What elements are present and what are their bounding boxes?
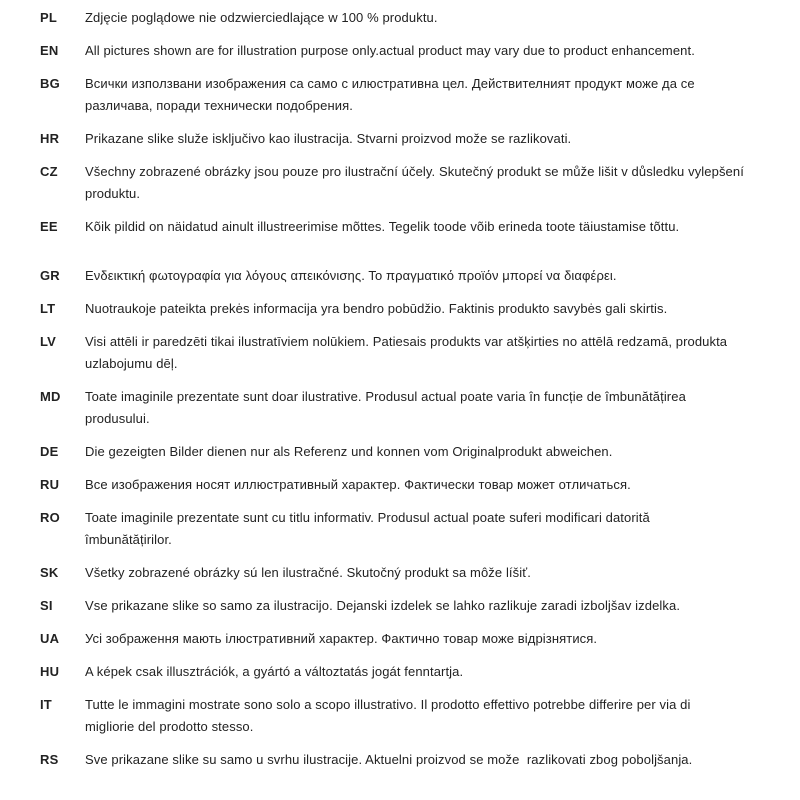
disclaimer-entry-list bbox=[40, 7, 772, 771]
disclaimer-line: Prikazane slike služe isključivo kao ilustracija. Stvarni proizvod može se razlikovati. bbox=[85, 131, 572, 146]
disclaimer-line: Все изображения носят иллюстративный характер. Фактически товар может отличаться. bbox=[85, 477, 631, 492]
disclaimer-text bbox=[85, 73, 772, 117]
disclaimer-text bbox=[85, 386, 772, 430]
language-code: IT bbox=[40, 697, 52, 712]
disclaimer-text bbox=[85, 507, 772, 551]
disclaimer-entry bbox=[40, 265, 772, 287]
language-code: UA bbox=[40, 631, 60, 646]
disclaimer-line: различава, поради технически подобрения. bbox=[85, 98, 353, 113]
disclaimer-line: Die gezeigten Bilder dienen nur als Referenz und konnen vom Originalprodukt abweichen. bbox=[85, 444, 613, 459]
disclaimer-entry bbox=[40, 661, 772, 683]
disclaimer-entry bbox=[40, 628, 772, 650]
language-code: SI bbox=[40, 598, 53, 613]
disclaimer-entry bbox=[40, 40, 772, 62]
language-code: RO bbox=[40, 510, 60, 525]
disclaimer-entry bbox=[40, 7, 772, 29]
disclaimer-text bbox=[85, 595, 772, 617]
disclaimer-entry bbox=[40, 128, 772, 150]
language-code: EN bbox=[40, 43, 59, 58]
disclaimer-entry bbox=[40, 474, 772, 496]
disclaimer-line: Kõik pildid on näidatud ainult illustreerimise mõttes. Tegelik toode võib erineda toote täiustamise tõttu. bbox=[85, 219, 680, 234]
language-code: SK bbox=[40, 565, 59, 580]
language-code: DE bbox=[40, 444, 59, 459]
disclaimer-line: Nuotraukoje pateikta prekės informacija yra bendro pobūdžio. Faktinis produkto savybės gali skirtis. bbox=[85, 301, 668, 316]
disclaimer-entry bbox=[40, 441, 772, 463]
language-code: BG bbox=[40, 76, 60, 91]
disclaimer-text bbox=[85, 331, 772, 375]
disclaimer-text bbox=[85, 216, 772, 238]
disclaimer-text bbox=[85, 628, 772, 650]
disclaimer-line: Všetky zobrazené obrázky sú len ilustračné. Skutočný produkt sa môže líšiť. bbox=[85, 565, 531, 580]
disclaimer-line: Всички използвани изображения са само с илюстративна цел. Действителният продукт може да се bbox=[85, 76, 695, 91]
language-code: RU bbox=[40, 477, 60, 492]
disclaimer-entry bbox=[40, 73, 772, 117]
disclaimer-line: Toate imaginile prezentate sunt cu titlu informativ. Produsul actual poate suferi modificari datorită bbox=[85, 510, 650, 525]
disclaimer-line: Усі зображення мають ілюстративний характер. Фактично товар може відрізнятися. bbox=[85, 631, 598, 646]
language-code: HR bbox=[40, 131, 60, 146]
language-code: MD bbox=[40, 389, 61, 404]
language-code: EE bbox=[40, 219, 58, 234]
disclaimer-line: Tutte le immagini mostrate sono solo a scopo illustrativo. Il prodotto effettivo potrebbe differire per via di bbox=[85, 697, 691, 712]
disclaimer-text bbox=[85, 661, 772, 683]
disclaimer-line: All pictures shown are for illustration purpose only.actual product may vary due to product enhancement. bbox=[85, 43, 695, 58]
disclaimer-line: Sve prikazane slike su samo u svrhu ilustracije. Aktuelni proizvod se može razlikovati zbog poboljšanja. bbox=[85, 752, 693, 767]
language-code: GR bbox=[40, 268, 60, 283]
disclaimer-line: produsului. bbox=[85, 411, 150, 426]
disclaimer-text bbox=[85, 474, 772, 496]
disclaimer-line: uzlabojumu dēļ. bbox=[85, 356, 178, 371]
disclaimer-text bbox=[85, 441, 772, 463]
language-code: CZ bbox=[40, 164, 58, 179]
disclaimer-entry bbox=[40, 386, 772, 430]
language-code: LV bbox=[40, 334, 57, 349]
disclaimer-line: produktu. bbox=[85, 186, 141, 201]
disclaimer-text bbox=[85, 128, 772, 150]
disclaimer-entry bbox=[40, 595, 772, 617]
disclaimer-text bbox=[85, 694, 772, 738]
disclaimer-entry bbox=[40, 562, 772, 584]
disclaimer-entry bbox=[40, 749, 772, 771]
language-code: LT bbox=[40, 301, 56, 316]
disclaimer-text bbox=[85, 749, 772, 771]
disclaimer-text bbox=[85, 7, 772, 29]
disclaimer-line: Ενδεικτική φωτογραφία για λόγους απεικόνισης. Το πραγματικό προϊόν μπορεί να διαφέρει. bbox=[85, 268, 617, 283]
disclaimer-entry bbox=[40, 161, 772, 205]
disclaimer-text bbox=[85, 40, 772, 62]
language-code: PL bbox=[40, 10, 58, 25]
disclaimer-line: migliorie del prodotto stesso. bbox=[85, 719, 254, 734]
disclaimer-line: Visi attēli ir paredzēti tikai ilustratīviem nolūkiem. Patiesais produkts var atšķirties no attēlā redzamā, produkta bbox=[85, 334, 728, 349]
disclaimer-line: Zdjęcie poglądowe nie odzwierciedlające w 100 % produktu. bbox=[85, 10, 438, 25]
disclaimer-line: Vse prikazane slike so samo za ilustracijo. Dejanski izdelek se lahko razlikuje zaradi izboljšav izdelka. bbox=[85, 598, 681, 613]
disclaimer-line: îmbunătățirilor. bbox=[85, 532, 172, 547]
disclaimer-entry bbox=[40, 216, 772, 238]
disclaimer-entry bbox=[40, 331, 772, 375]
disclaimer-entry bbox=[40, 298, 772, 320]
disclaimer-line: Toate imaginile prezentate sunt doar ilustrative. Produsul actual poate varia în funcție de îmbunătățirea bbox=[85, 389, 686, 404]
language-code: RS bbox=[40, 752, 59, 767]
disclaimer-entry bbox=[40, 694, 772, 738]
language-code: HU bbox=[40, 664, 60, 679]
disclaimer-text bbox=[85, 562, 772, 584]
disclaimer-line: A képek csak illusztrációk, a gyártó a változtatás jogát fenntartja. bbox=[85, 664, 464, 679]
disclaimer-text bbox=[85, 161, 772, 205]
disclaimer-text bbox=[85, 298, 772, 320]
disclaimer-text bbox=[85, 265, 772, 287]
disclaimer-entry bbox=[40, 507, 772, 551]
disclaimer-line: Všechny zobrazené obrázky jsou pouze pro ilustrační účely. Skutečný produkt se může lišit v důsledku vylepšení bbox=[85, 164, 744, 179]
